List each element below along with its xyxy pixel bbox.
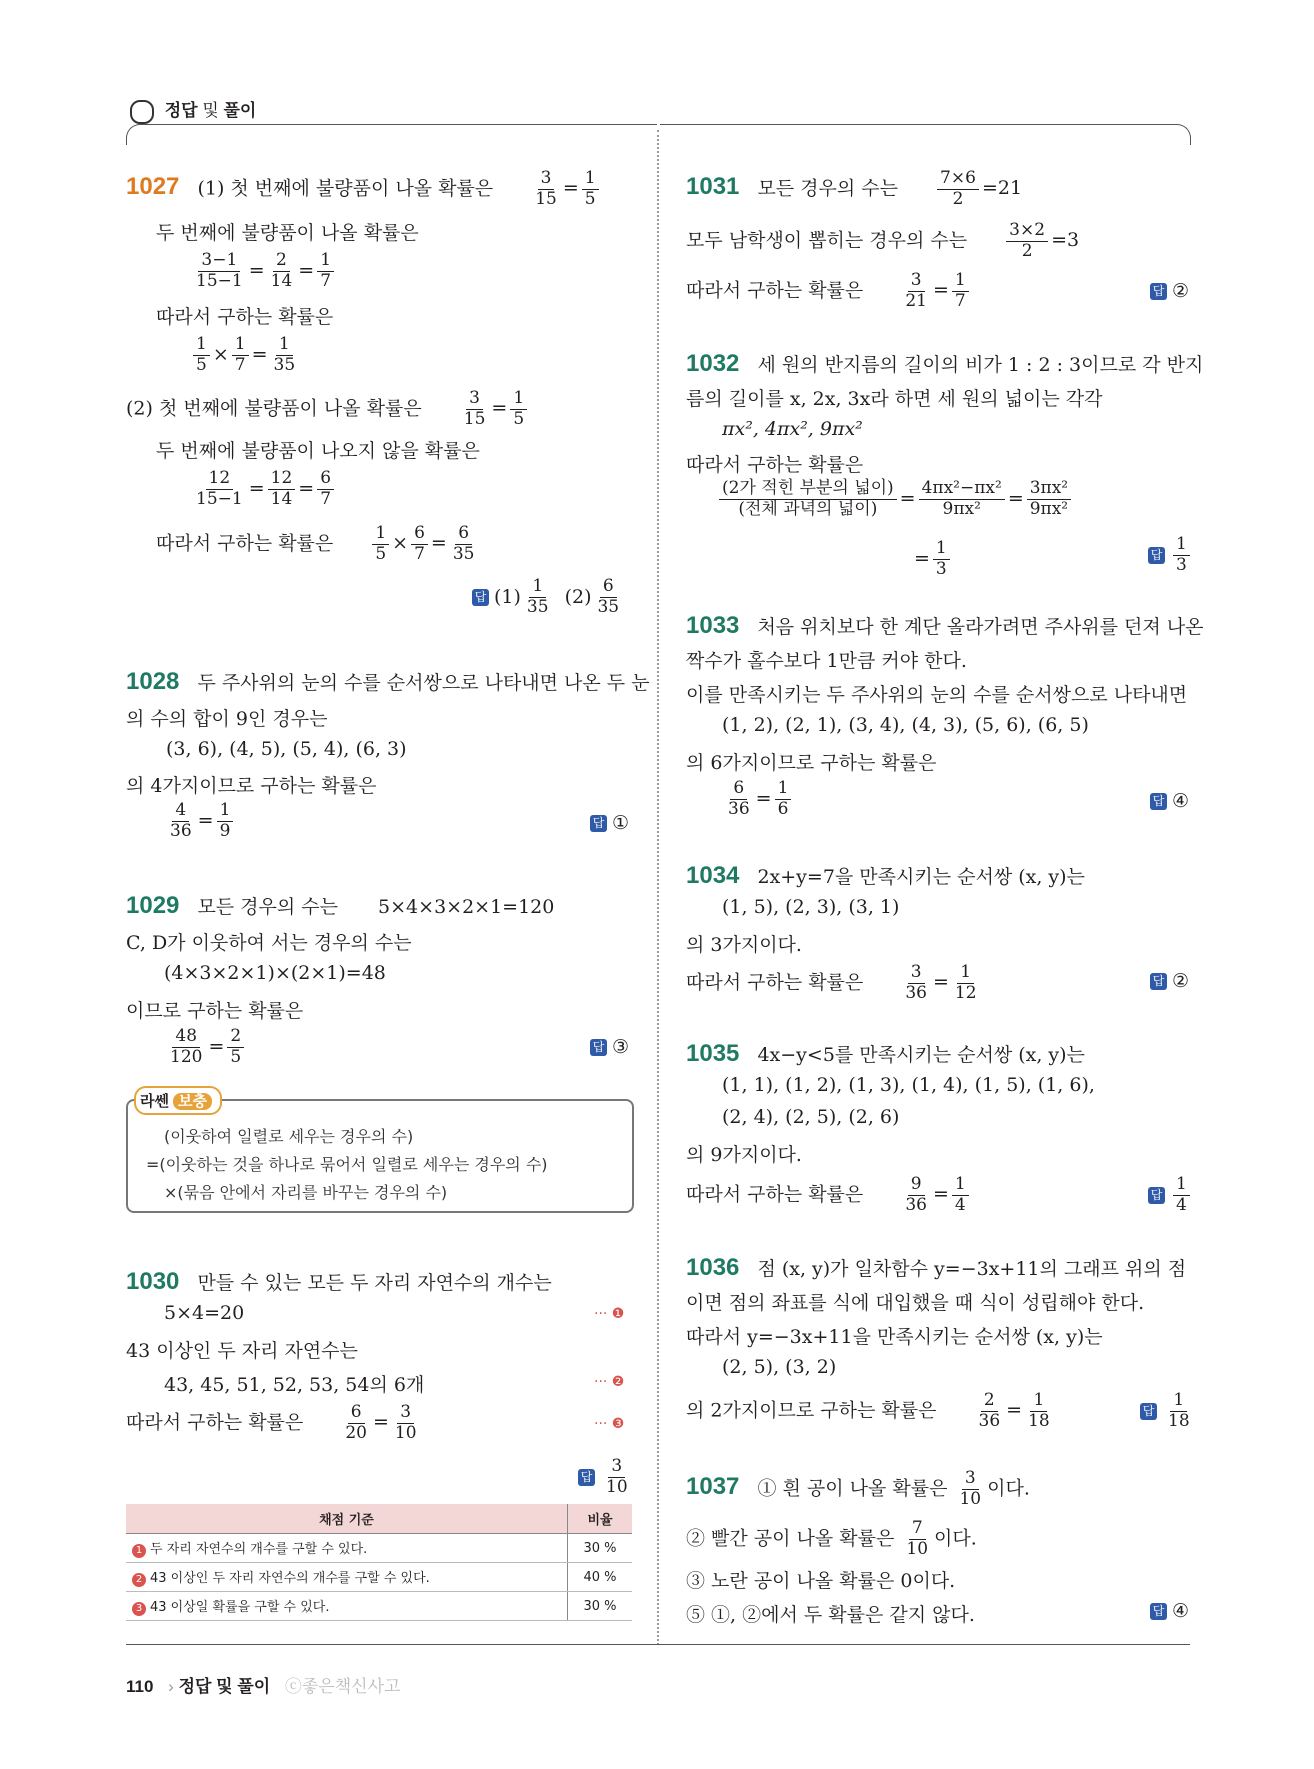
text-line: 름의 길이를 x, 2x, 3x라 하면 세 원의 넓이는 각각 [686, 388, 1103, 410]
left-frame [126, 124, 657, 145]
text-line: 이면 점의 좌표를 식에 대입했을 때 식이 성립해야 한다. [686, 1292, 1145, 1314]
answer-icon: 답 [1150, 1603, 1167, 1620]
text-line: 43 이상인 두 자리 자연수는 [126, 1340, 358, 1362]
text-line: =(이웃하는 것을 하나로 묶어서 일렬로 세우는 경우의 수) [146, 1155, 548, 1174]
answer-1027: 답 (1) $\frac{1}{35}$ (2) $\frac{6}{35}$ [472, 578, 625, 617]
answer-1030: 답 $\frac{3}{10}$ [578, 1458, 634, 1497]
answer-icon: 답 [590, 815, 607, 832]
text-line: (1, 2), (2, 1), (3, 4), (4, 3), (5, 6), (6, 5) [722, 714, 1089, 736]
text-line: 모두 남학생이 뽑히는 경우의 수는 $\frac{3\times 2}{2}$ =3 [686, 220, 1080, 261]
answer-icon: 답 [590, 1039, 607, 1056]
step-marker: ··· ❸ [594, 1416, 625, 1432]
supplement-tab: 라쎈 보충 [134, 1086, 222, 1115]
problem-1032: 1032 세 원의 반지름의 길이의 비가 1 : 2 : 3이므로 각 반지 [686, 350, 1204, 377]
text-line: (1, 5), (2, 3), (3, 1) [722, 896, 900, 918]
table-row: 2 43 이상인 두 자리 자연수의 개수를 구할 수 있다. 40 % [126, 1563, 632, 1592]
text-line: (2, 5), (3, 2) [722, 1356, 837, 1378]
text-line: (이웃하여 일렬로 세우는 경우의 수) [164, 1127, 414, 1146]
text-line: 이를 만족시키는 두 주사위의 눈의 수를 순서쌍으로 나타내면 [686, 684, 1188, 706]
step-marker: ··· ❶ [594, 1306, 625, 1322]
text-line: (3, 6), (4, 5), (5, 4), (6, 3) [166, 738, 407, 760]
text-line: 두 번째에 불량품이 나오지 않을 확률은 [156, 440, 480, 462]
answer-1034: 답 ② [1150, 970, 1189, 992]
text-line: 따라서 구하는 확률은 $\frac{1}{5}$ × $\frac{6}{7}$ = $\frac{6}{35}$ [156, 523, 475, 564]
text-line: ③ 노란 공이 나올 확률은 0이다. [686, 1570, 956, 1592]
answer-icon: 답 [1140, 1403, 1157, 1420]
math-expr: $\frac{\text{(2가 적힌 부분의 넓이)}}{\text{(전체 과녁의 넓이)}}$ = $\frac{\text{4πx²−πx²}}{\text{9πx²}}$ = $\frac{\text{3πx²}}{\text{9πx²}}$ [716, 480, 1074, 519]
chevron-right-icon: › [168, 1677, 174, 1696]
table-row: 3 43 이상일 확률을 구할 수 있다. 30 % [126, 1592, 632, 1621]
text-line: 따라서 y=−3x+11을 만족시키는 순서쌍 (x, y)는 [686, 1326, 1103, 1348]
text-line: 43, 45, 51, 52, 53, 54의 6개 [164, 1374, 425, 1396]
problem-1029: 1029 모든 경우의 수는 5×4×3×2×1=120 [126, 892, 555, 919]
answer-1037: 답 ④ [1150, 1600, 1189, 1622]
problem-1027: 1027 (1) 첫 번째에 불량품이 나올 확률은 $\frac{3}{15}$ = $\frac{1}{5}$ [126, 170, 602, 209]
answer-icon: 답 [472, 589, 489, 606]
text-line: 따라서 구하는 확률은 [686, 454, 864, 476]
answer-icon: 답 [1150, 793, 1167, 810]
page-number: 110 [126, 1677, 154, 1696]
answer-1031: 답 ② [1150, 280, 1189, 302]
math-expr: $\frac{3-1}{15-1}$ = $\frac{2}{14}$ = $\frac{1}{7}$ [190, 252, 337, 291]
text-line: 의 4가지이므로 구하는 확률은 [126, 775, 377, 797]
problem-1030: 1030 만들 수 있는 모든 두 자리 자연수의 개수는 [126, 1268, 552, 1295]
text-line: 의 9가지이다. [686, 1144, 802, 1166]
text-line: 의 3가지이다. [686, 934, 802, 956]
scoring-table: 채점 기준 비율 1 두 자리 자연수의 개수를 구할 수 있다. 30 % 2 43 이상인 두 자리 자연수의 개수를 구할 수 있다. 40 % 3 43 이상일 확률을 구할 수 있다. 30 % [126, 1504, 632, 1621]
watermark: ⓒ좋은책신사고 [284, 1677, 401, 1696]
text-line: 의 2가지이므로 구하는 확률은 $\frac{2}{36}$ = $\frac{1}{18}$ [686, 1390, 1050, 1431]
problem-1037: 1037 ① 흰 공이 나올 확률은 $\frac{3}{10}$ 이다. [686, 1468, 1030, 1509]
text-line: (2, 4), (2, 5), (2, 6) [722, 1106, 900, 1128]
text-line: 두 번째에 불량품이 나올 확률은 [156, 222, 419, 244]
answer-icon: 답 [1148, 547, 1165, 564]
text-line: ② 빨간 공이 나올 확률은 $\frac{7}{10}$ 이다. [686, 1518, 977, 1559]
answer-1029: 답 ③ [590, 1036, 629, 1058]
table-row: 1 두 자리 자연수의 개수를 구할 수 있다. 30 % [126, 1534, 632, 1563]
math-expr: = $\frac{1}{3}$ [914, 540, 953, 579]
mascot-icon [130, 100, 154, 124]
problem-1035: 1035 4x−y<5를 만족시키는 순서쌍 (x, y)는 [686, 1040, 1085, 1067]
math-expr: $\frac{12}{15-1}$ = $\frac{12}{14}$ = $\frac{6}{7}$ [190, 470, 337, 509]
answer-icon: 답 [1150, 283, 1167, 300]
math-expr: $\frac{4}{36}$ = $\frac{1}{9}$ [164, 802, 236, 841]
text-line: πx², 4πx², 9πx² [722, 418, 863, 440]
math-expr: $\frac{48}{120}$ = $\frac{2}{5}$ [164, 1028, 247, 1067]
answer-1036: 답 $\frac{1}{18}$ [1140, 1392, 1196, 1431]
answer-1035: 답 $\frac{1}{4}$ [1148, 1176, 1193, 1215]
problem-1033: 1033 처음 위치보다 한 계단 올라가려면 주사위를 던져 나온 [686, 612, 1204, 639]
text-line: (4×3×2×1)×(2×1)=48 [164, 962, 386, 984]
page-footer: 110 › 정답 및 풀이 ⓒ좋은책신사고 [126, 1677, 401, 1696]
text-line: 따라서 구하는 확률은 $\frac{3}{36}$ = $\frac{1}{12}$ [686, 962, 977, 1003]
column-divider [657, 130, 659, 1645]
page-header: 정답 및 풀이 [130, 96, 256, 124]
math-expr: $\frac{6}{36}$ = $\frac{1}{6}$ [722, 780, 794, 819]
text-line: 따라서 구하는 확률은 $\frac{3}{21}$ = $\frac{1}{7}$ [686, 272, 972, 311]
problem-1036: 1036 점 (x, y)가 일차함수 y=−3x+11의 그래프 위의 점 [686, 1254, 1187, 1281]
text-line: C, D가 이웃하여 서는 경우의 수는 [126, 932, 412, 954]
answer-icon: 답 [578, 1469, 595, 1486]
text-line: 의 6가지이므로 구하는 확률은 [686, 752, 937, 774]
text-line: 5×4=20 [164, 1302, 245, 1324]
bottom-rule [126, 1644, 1190, 1645]
text-line: ⑤ ①, ②에서 두 확률은 같지 않다. [686, 1604, 975, 1626]
answer-1032: 답 $\frac{1}{3}$ [1148, 536, 1193, 575]
text-line: 의 수의 합이 9인 경우는 [126, 708, 328, 730]
text-line: ×(묶음 안에서 자리를 바꾸는 경우의 수) [164, 1183, 448, 1202]
text-line: 이므로 구하는 확률은 [126, 1000, 304, 1022]
answer-1033: 답 ④ [1150, 790, 1189, 812]
answer-icon: 답 [1148, 1187, 1165, 1204]
answer-icon: 답 [1150, 973, 1167, 990]
text-line: (2) 첫 번째에 불량품이 나올 확률은 $\frac{3}{15}$ = $\frac{1}{5}$ [126, 390, 530, 429]
right-frame [660, 124, 1191, 145]
problem-1031: 1031 모든 경우의 수는 $\frac{7\times 6}{2}$ =21 [686, 168, 1023, 209]
problem-1034: 1034 2x+y=7을 만족시키는 순서쌍 (x, y)는 [686, 862, 1085, 889]
math-expr: $\frac{1}{5}$ × $\frac{1}{7}$ = $\frac{1}{35}$ [190, 336, 301, 375]
text-line: 따라서 구하는 확률은 [156, 306, 334, 328]
answer-1028: 답 ① [590, 812, 629, 834]
problem-1028: 1028 두 주사위의 눈의 수를 순서쌍으로 나타내면 나온 두 눈 [126, 668, 650, 695]
step-marker: ··· ❷ [594, 1374, 625, 1390]
text-line: 짝수가 홀수보다 1만큼 커야 한다. [686, 650, 967, 672]
text-line: 따라서 구하는 확률은 $\frac{6}{20}$ = $\frac{3}{10}$ [126, 1402, 417, 1443]
text-line: (1, 1), (1, 2), (1, 3), (1, 4), (1, 5), (1, 6), [722, 1074, 1095, 1096]
text-line: 따라서 구하는 확률은 $\frac{9}{36}$ = $\frac{1}{4}$ [686, 1176, 972, 1215]
